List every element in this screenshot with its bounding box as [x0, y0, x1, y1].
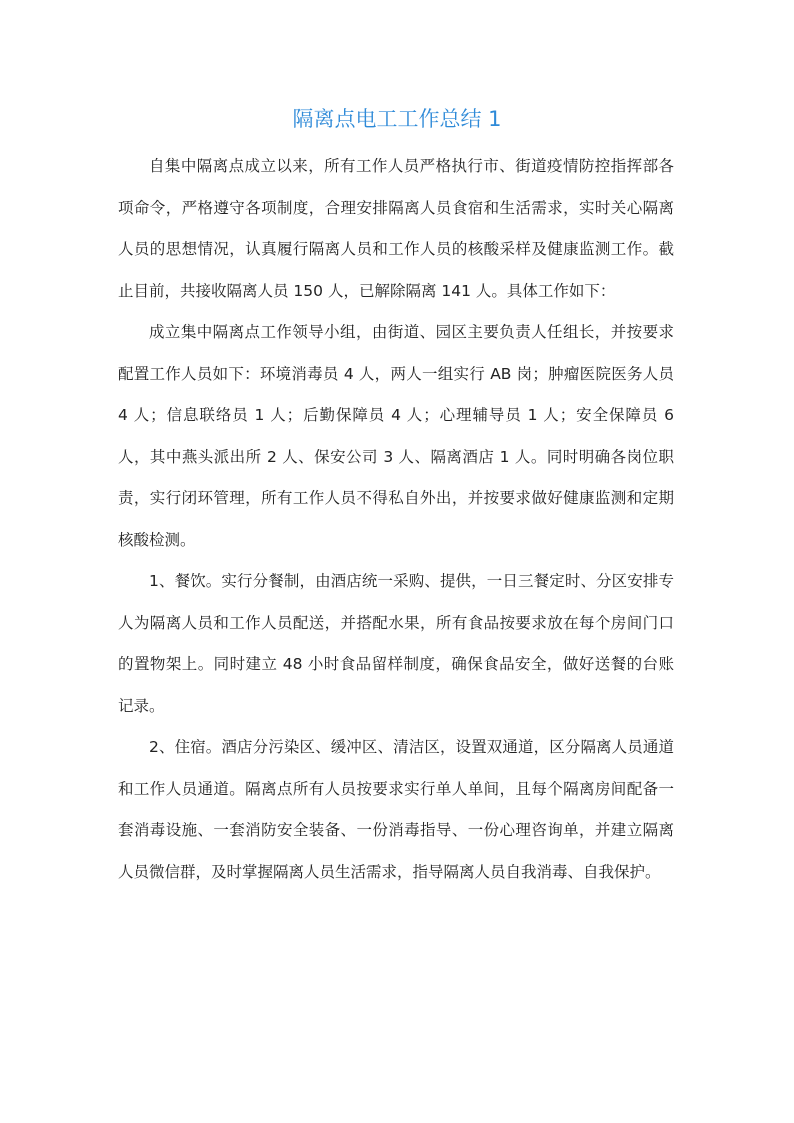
paragraph-intro: 自集中隔离点成立以来，所有工作人员严格执行市、街道疫情防控指挥部各项命令，严格遵守各项制度，合理安排隔离人员食宿和生活需求，实时关心隔离人员的思想情况，认真履行隔离人员和工作人员的核酸采样及健康监测工作。截止目前，共接收隔离人员 150 人，已解除隔离 141 人。具体工作如下：	[118, 157, 674, 300]
paragraph-accommodation: 2、住宿。酒店分污染区、缓冲区、清洁区，设置双通道，区分隔离人员通道和工作人员通道。隔离点所有人员按要求实行单人单间，且每个隔离房间配备一套消毒设施、一套消防安全装备、一份消毒指导、一份心理咨询单，并建立隔离人员微信群，及时掌握隔离人员生活需求，指导隔离人员自我消毒、自我保护。	[118, 738, 674, 881]
document-body	[118, 146, 674, 893]
document-title: 隔离点电工工作总结 1	[292, 107, 502, 131]
paragraph-staffing: 成立集中隔离点工作领导小组，由街道、园区主要负责人任组长，并按要求配置工作人员如下：环境消毒员 4 人，两人一组实行 AB 岗；肿瘤医院医务人员 4 人；信息联络员 1 人；后勤保障员 4 人；心理辅导员 1 人；安全保障员 6 人，其中燕头派出所 2 人、保安公司 3 人、隔离酒店 1 人。同时明确各岗位职责，实行闭环管理，所有工作人员不得私自外出，并按要求做好健康监测和定期核酸检测。	[118, 323, 674, 549]
paragraph-catering: 1、餐饮。实行分餐制，由酒店统一采购、提供，一日三餐定时、分区安排专人为隔离人员和工作人员配送，并搭配水果，所有食品按要求放在每个房间门口的置物架上。同时建立 48 小时食品留样制度，确保食品安全，做好送餐的台账记录。	[118, 572, 674, 715]
